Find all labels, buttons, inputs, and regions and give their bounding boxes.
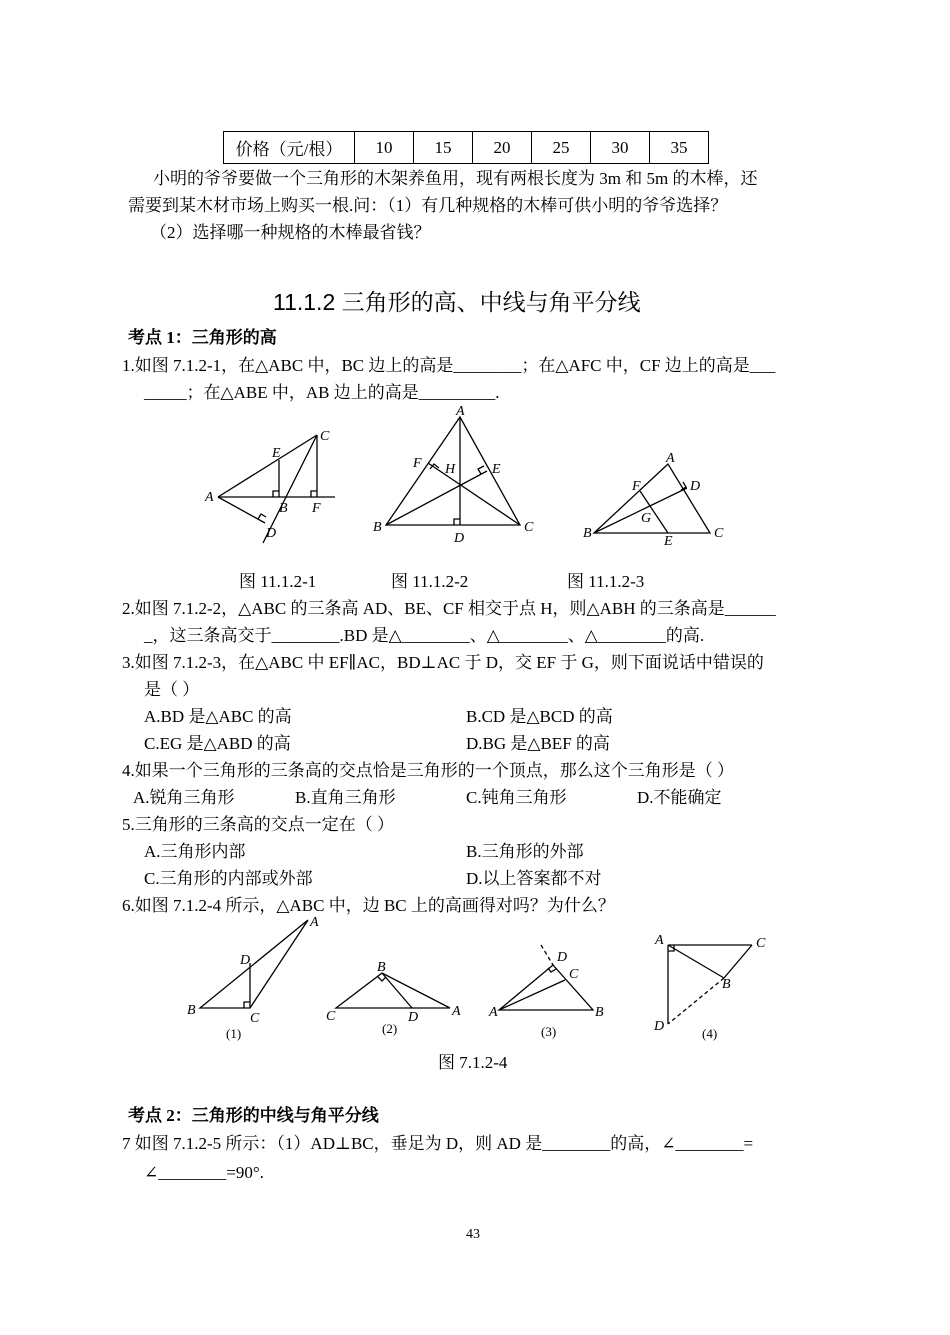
table-header-cell: 价格（元/根） <box>224 132 355 164</box>
label-d: D <box>266 526 277 541</box>
question-line: 3.如图 7.1.2-3，在△ABC 中 EF∥AC，BD⊥AC 于 D，交 EF 于 G，则下面说话中错误的 <box>122 653 764 672</box>
label-f: F <box>413 456 422 471</box>
figure-caption: 图 11.1.2-2 <box>391 572 469 591</box>
option: B.三角形的外部 <box>466 842 584 861</box>
question-line: _，这三条高交于________.BD 是△________、△________、△________的高. <box>144 626 705 645</box>
question-line: 6.如图 7.1.2-4 所示，△ABC 中，边 BC 上的高画得对吗？为什么？ <box>122 896 615 915</box>
table-cell: 30 <box>591 132 650 164</box>
topic-heading: 考点 1：三角形的高 <box>128 328 277 347</box>
figure-7-1-2-4-part-4 <box>650 928 780 1046</box>
intro-line: 需要到某木材市场上购买一根.问：（1）有几种规格的木棒可供小明的爷爷选择？ <box>128 196 728 215</box>
label-b: B <box>595 1005 604 1020</box>
price-table <box>223 131 709 164</box>
option: D.BG 是△BEF 的高 <box>466 734 610 753</box>
sub-figure-label: (3) <box>541 1024 557 1039</box>
intro-line: （2）选择哪一种规格的木棒最省钱？ <box>150 223 431 242</box>
question-line: ∠________=90°. <box>144 1163 264 1182</box>
question-line: 7 如图 7.1.2-5 所示：（1）AD⊥BC，垂足为 D，则 AD 是________的高，∠________= <box>122 1134 754 1153</box>
sub-figure-label: (1) <box>226 1026 242 1041</box>
page-number: 43 <box>466 1227 480 1242</box>
question-line: 1.如图 7.1.2-1，在△ABC 中，BC 边上的高是________；在△AFC 中，CF 边上的高是___ <box>122 356 776 375</box>
label-c: C <box>524 520 534 535</box>
label-a: A <box>456 405 465 419</box>
label-b: B <box>187 1003 196 1018</box>
label-d: D <box>557 950 568 965</box>
label-c: C <box>569 967 579 982</box>
figure-7-1-2-4-part-1 <box>182 912 327 1047</box>
table-cell: 35 <box>650 132 709 164</box>
figure-caption: 图 11.1.2-3 <box>567 572 645 591</box>
option: A.三角形内部 <box>144 842 246 861</box>
label-a: A <box>489 1005 498 1020</box>
label-c: C <box>326 1009 336 1024</box>
label-c: C <box>250 1011 260 1026</box>
figure-11-1-2-1 <box>200 425 345 555</box>
table-cell: 15 <box>414 132 473 164</box>
figure-caption: 图 7.1.2-4 <box>438 1053 508 1072</box>
intro-line: 小明的爷爷要做一个三角形的木架养鱼用，现有两根长度为 3m 和 5m 的木棒，还 <box>153 169 758 188</box>
figure-caption: 图 11.1.2-1 <box>239 572 317 591</box>
label-b: B <box>373 520 382 535</box>
option: B.CD 是△BCD 的高 <box>466 707 613 726</box>
question-line: 是（ ） <box>144 680 200 699</box>
section-title: 11.1.2 三角形的高、中线与角平分线 <box>273 289 641 315</box>
label-d: D <box>240 953 251 968</box>
label-f: F <box>632 479 641 494</box>
label-b: B <box>279 501 288 516</box>
table-cell: 10 <box>355 132 414 164</box>
figure-7-1-2-4-part-2 <box>322 955 467 1045</box>
option: A.锐角三角形 <box>133 788 235 807</box>
topic-heading: 考点 2：三角形的中线与角平分线 <box>128 1106 379 1125</box>
sub-figure-label: (2) <box>382 1021 398 1036</box>
label-g: G <box>641 511 652 526</box>
sub-figure-label: (4) <box>702 1026 718 1041</box>
label-e: E <box>492 462 501 477</box>
label-b: B <box>722 977 731 992</box>
label-d: D <box>408 1010 419 1025</box>
label-c: C <box>714 526 724 541</box>
question-line: 4.如果一个三角形的三条高的交点恰是三角形的一个顶点，那么这个三角形是（ ） <box>122 761 734 780</box>
option: D.以上答案都不对 <box>466 869 602 888</box>
label-a: A <box>666 451 675 466</box>
option: D.不能确定 <box>637 788 722 807</box>
label-a: A <box>205 490 214 505</box>
question-line: 5.三角形的三条高的交点一定在（ ） <box>122 815 394 834</box>
label-d: D <box>690 479 701 494</box>
label-b: B <box>583 526 592 541</box>
figure-7-1-2-4-part-3 <box>485 930 615 1045</box>
option: C.钝角三角形 <box>466 788 567 807</box>
figure-11-1-2-3 <box>580 450 730 550</box>
question-line: 2.如图 7.1.2-2，△ABC 的三条高 AD、BE、CF 相交于点 H，则△ABH 的三条高是______ <box>122 599 776 618</box>
question-line: _____；在△ABE 中，AB 边上的高是_________. <box>144 383 500 402</box>
option: B.直角三角形 <box>295 788 396 807</box>
label-d: D <box>454 531 465 545</box>
label-c: C <box>756 936 766 951</box>
label-c: C <box>320 429 330 444</box>
label-b: B <box>377 960 386 975</box>
label-a: A <box>655 933 664 948</box>
label-d: D <box>654 1019 665 1034</box>
label-h: H <box>445 462 456 477</box>
option: C.EG 是△ABD 的高 <box>144 734 291 753</box>
label-e: E <box>272 446 281 461</box>
label-a: A <box>310 915 319 930</box>
table-cell: 25 <box>532 132 591 164</box>
option: C.三角形的内部或外部 <box>144 869 313 888</box>
label-f: F <box>312 501 321 516</box>
table-row <box>224 132 709 164</box>
label-e: E <box>664 534 673 549</box>
option: A.BD 是△ABC 的高 <box>144 707 292 726</box>
label-a: A <box>452 1004 461 1019</box>
table-cell: 20 <box>473 132 532 164</box>
figure-11-1-2-2 <box>368 405 540 545</box>
